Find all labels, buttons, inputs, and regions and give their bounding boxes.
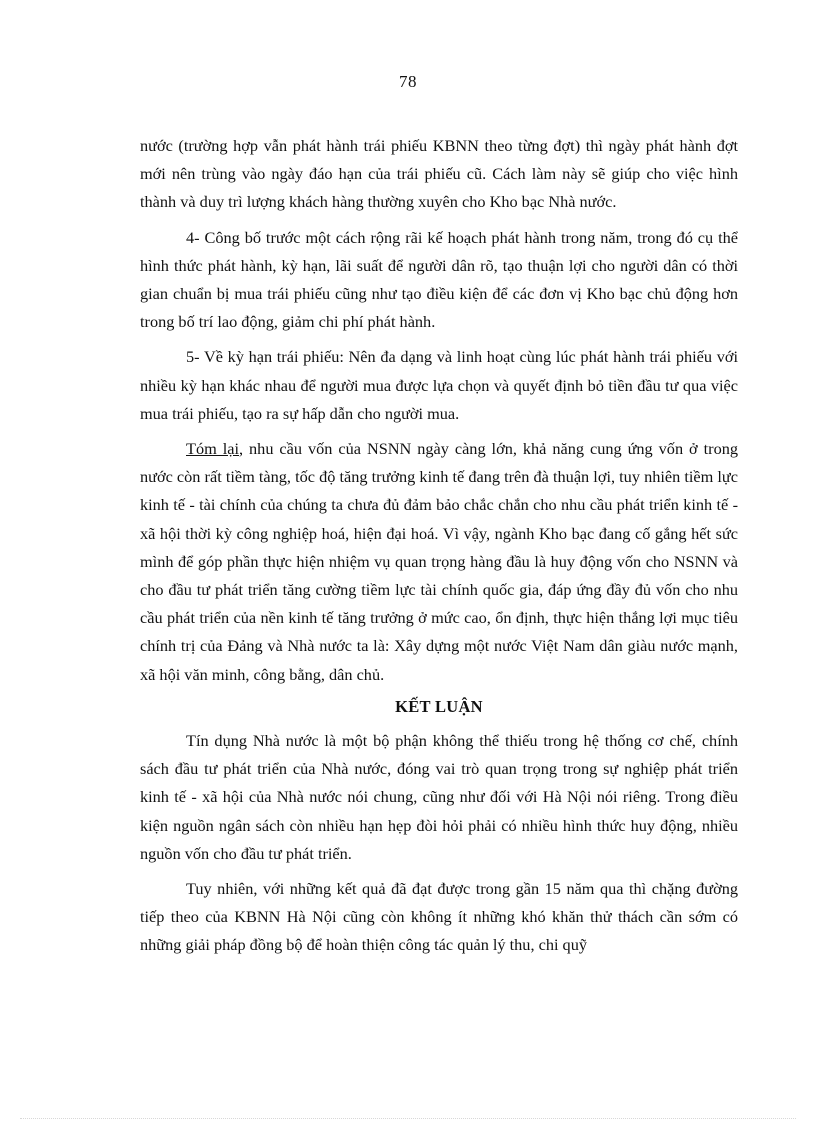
summary-lead: Tóm lại (186, 439, 239, 459)
paragraph-item-5: 5- Về kỳ hạn trái phiếu: Nên đa dạng và linh hoạt cùng lúc phát hành trái phiếu với nhiều kỳ hạn khác nhau để người mua được lựa chọn và quyết định bỏ tiền đầu tư qua việc mua trái phiếu, tạo ra sự hấp dẫn cho người mua. (140, 347, 738, 423)
paragraph-conclusion-2: Tuy nhiên, với những kết quả đã đạt được trong gần 15 năm qua thì chặng đường tiếp theo của KBNN Hà Nội cũng còn không ít những khó khăn thử thách cần sớm có những giải pháp đồng bộ để hoàn thiện công tác quản lý thu, chi quỹ (140, 879, 738, 955)
paragraph-item-4: 4- Công bố trước một cách rộng rãi kế hoạch phát hành trong năm, trong đó cụ thể hình thức phát hành, kỳ hạn, lãi suất để người dân rõ, tạo thuận lợi cho người dân có thời gian chuẩn bị mua trái phiếu cũng như tạo điều kiện để các đơn vị Kho bạc chủ động hơn trong bố trí lao động, giảm chi phí phát hành. (140, 227, 738, 332)
page-bottom-rule (20, 1118, 796, 1119)
body-text (140, 132, 738, 960)
paragraph-summary (140, 435, 738, 689)
page-number: 78 (399, 72, 417, 91)
section-heading: KẾT LUẬN (395, 696, 483, 716)
paragraph-continuation: nước (trường hợp vẫn phát hành trái phiếu KBNN theo từng đợt) thì ngày phát hành đợt mới nên trùng vào ngày đáo hạn của trái phiếu cũ. Cách làm này sẽ giúp cho việc hình thành và duy trì lượng khách hàng thường xuyên cho Kho bạc Nhà nước. (140, 136, 738, 212)
paragraph-conclusion-1: Tín dụng Nhà nước là một bộ phận không thể thiếu trong hệ thống cơ chế, chính sách đầu tư phát triển của Nhà nước, đóng vai trò quan trọng trong sự nghiệp phát triển kinh tế - xã hội của Nhà nước nói chung, cũng như đối với Hà Nội nói riêng. Trong điều kiện nguồn ngân sách còn nhiều hạn hẹp đòi hỏi phải có nhiều hình thức huy động, nhiều nguồn vốn cho đầu tư phát triển. (140, 731, 738, 863)
summary-text: , nhu cầu vốn của NSNN ngày càng lớn, khả năng cung ứng vốn ở trong nước còn rất tiềm tàng, tốc độ tăng trưởng kinh tế đang trên đà thuận lợi, tuy nhiên tiềm lực kinh tế - tài chính của chúng ta chưa đủ đảm bảo chắc chắn cho nhu cầu phát triển kinh tế - xã hội thời kỳ công nghiệp hoá, hiện đại hoá. Vì vậy, ngành Kho bạc đang cố gắng hết sức mình để góp phần thực hiện nhiệm vụ quan trọng hàng đầu là huy động vốn cho NSNN và cho đầu tư phát triển tăng cường tiềm lực tài chính quốc gia, đáp ứng đầy đủ vốn cho nhu cầu phát triển của nền kinh tế tăng trưởng ở mức cao, ổn định, thực hiện thắng lợi mục tiêu chính trị của Đảng và Nhà nước ta là: Xây dựng một nước Việt Nam dân giàu nước mạnh, xã hội văn minh, công bằng, dân chủ. (140, 439, 738, 684)
